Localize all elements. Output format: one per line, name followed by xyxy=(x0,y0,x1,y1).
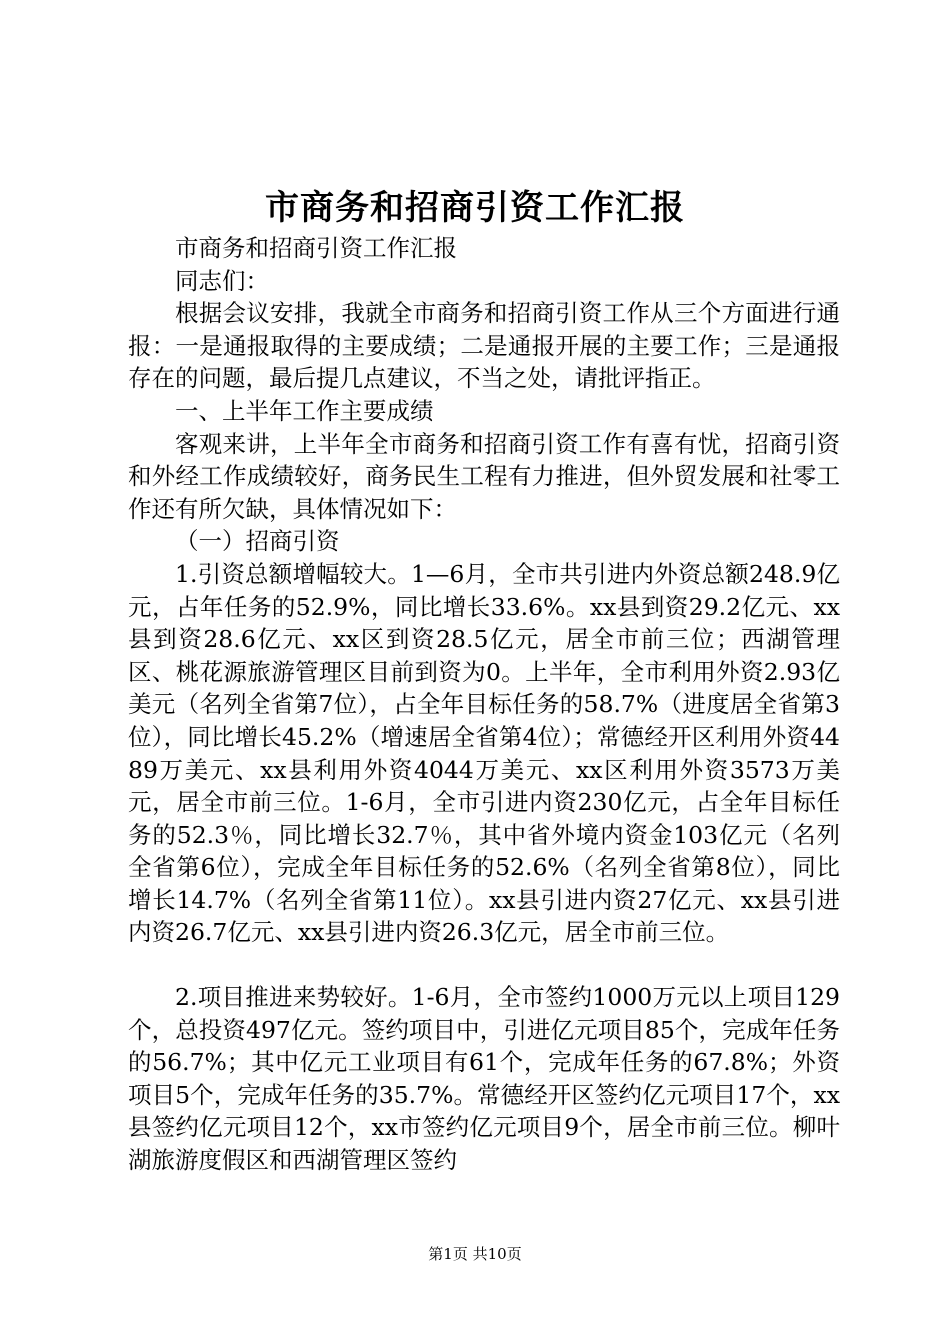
section-heading: 一、上半年工作主要成绩 xyxy=(175,396,434,425)
document-title: 市商务和招商引资工作汇报 xyxy=(265,188,685,228)
document-body xyxy=(128,232,840,1177)
paragraph-item-1: 1.引资总额增幅较大。1—6月，全市共引进内外资总额248.9亿元，占年任务的52.9%，同比增长33.6%。xx县到资29.2亿元、xx县到资28.6亿元、xx区到资28.5亿元，居全市前三位；西湖管理区、桃花源旅游管理区目前到资为0。上半年，全市利用外资2.93亿美元（名列全省第7位），占全年目标任务的58.7%（进度居全省第3位），同比增长45.2%（增速居全省第4位）；常德经开区利用外资4489万美元、xx县利用外资4044万美元、xx区利用外资3573万美元，居全市前三位。1-6月，全市引进内资230亿元，占全年目标任务的52.3％，同比增长32.7％，其中省外境内资金103亿元（名列全省第6位），完成全年目标任务的52.6%（名列全省第8位），同比增长14.7%（名列全省第11位）。xx县引进内资27亿元、xx县引进内资26.7亿元、xx县引进内资26.3亿元，居全市前三位。 xyxy=(128,559,840,947)
paragraph-subtitle: 市商务和招商引资工作汇报 xyxy=(175,234,457,262)
page-footer: 第1页 共10页 xyxy=(428,1245,522,1263)
paragraph-salutation: 同志们： xyxy=(175,266,269,295)
paragraph-overview: 客观来讲，上半年全市商务和招商引资工作有喜有忧，招商引资和外经工作成绩较好，商务民生工程有力推进，但外贸发展和社零工作还有所欠缺，具体情况如下： xyxy=(128,429,840,523)
paragraph-item-2: 2.项目推进来势较好。1-6月，全市签约1000万元以上项目129个，总投资497亿元。签约项目中，引进亿元项目85个，完成年任务的56.7%；其中亿元工业项目有61个，完成年任务的67.8%；外资项目5个，完成年任务的35.7%。常德经开区签约亿元项目17个，xx县签约亿元项目12个，xx市签约亿元项目9个，居全市前三位。柳叶湖旅游度假区和西湖管理区签约 xyxy=(128,983,840,1175)
paragraph-intro: 根据会议安排，我就全市商务和招商引资工作从三个方面进行通报：一是通报取得的主要成绩；二是通报开展的主要工作；三是通报存在的问题，最后提几点建议，不当之处，请批评指正。 xyxy=(128,299,840,393)
subsection-heading: （一）招商引资 xyxy=(175,527,340,556)
